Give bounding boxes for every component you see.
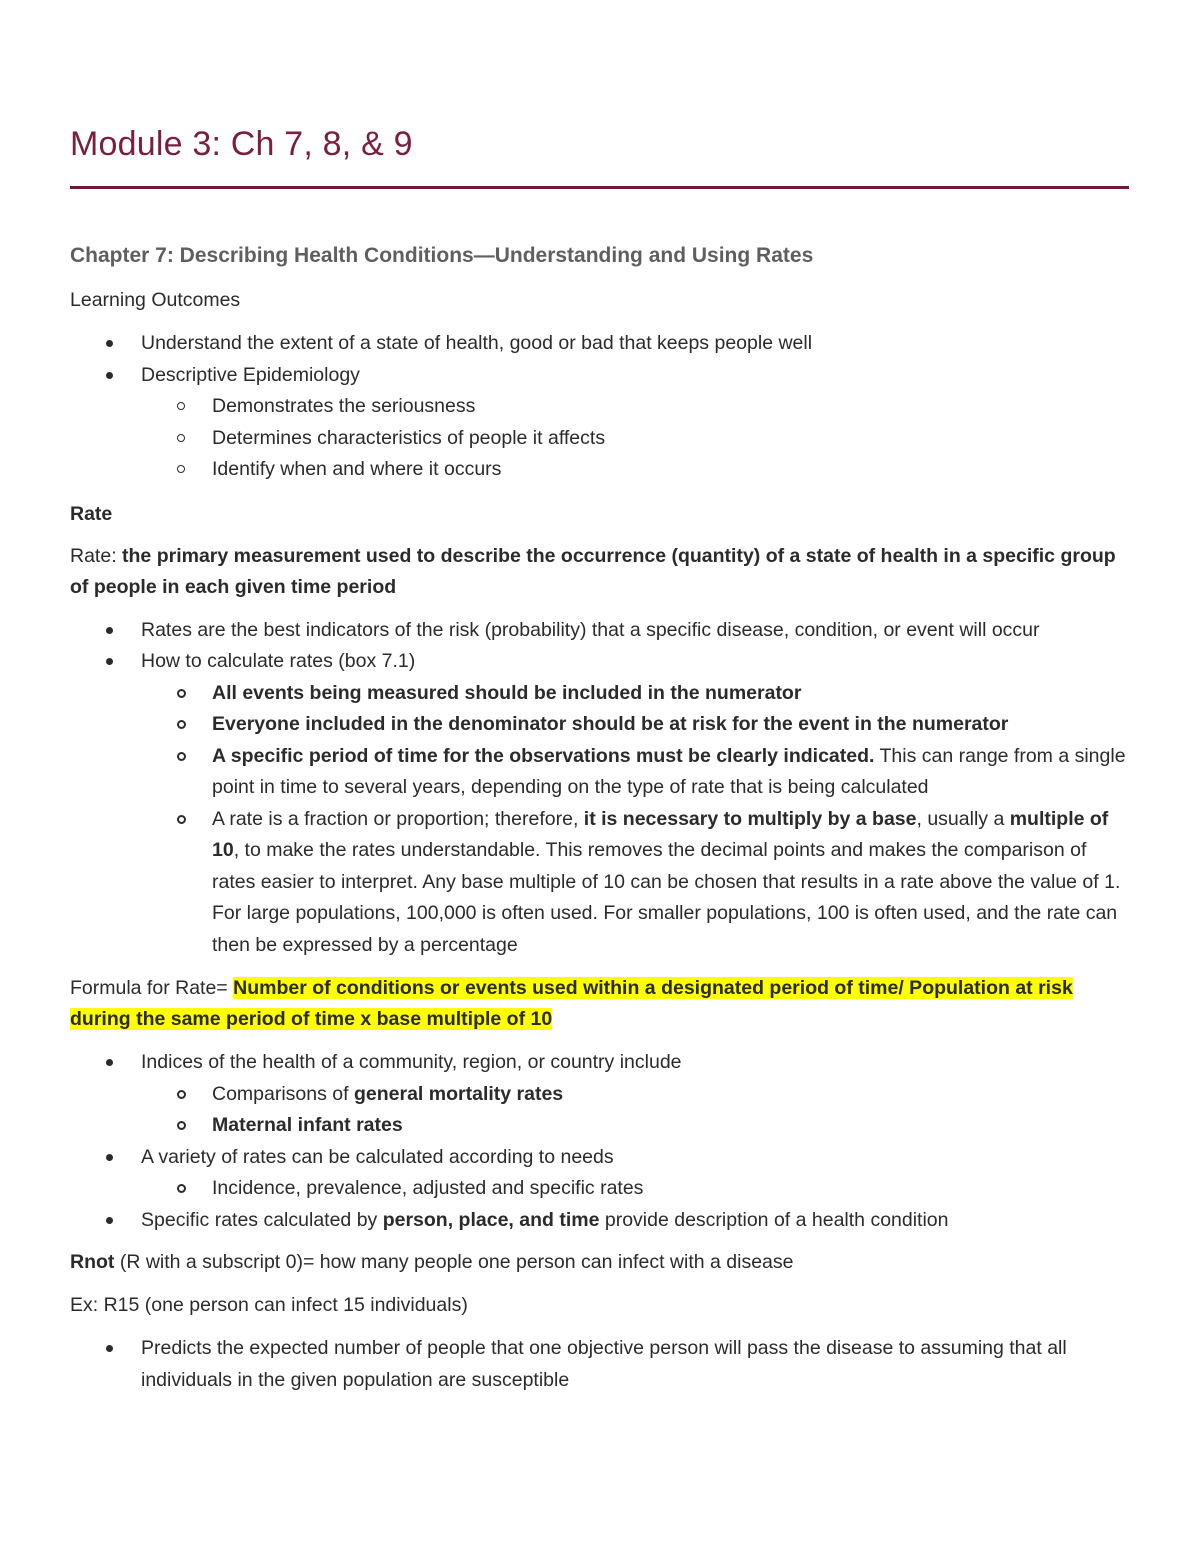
list-item: Predicts the expected number of people that one objective person will pass the disease to assuming that all individuals in the given population are susceptible (70, 1333, 1130, 1396)
list-item (70, 646, 1130, 961)
list-item: Understand the extent of a state of health, good or bad that keeps people well (70, 328, 1130, 360)
document-page (70, 118, 1130, 1396)
list-item (70, 1142, 1130, 1205)
sub-list-item: Everyone included in the denominator should be at risk for the event in the numerator (141, 709, 1130, 741)
plain-text: Specific rates calculated by (141, 1208, 383, 1231)
plain-text: , usually a (916, 807, 1010, 830)
rate-definition-text: the primary measurement used to describe the occurrence (quantity) of a state of health in a specific group of people in each given time period (70, 544, 1116, 598)
sub-list-item: Determines characteristics of people it affects (141, 423, 1130, 455)
sub-list-item: Incidence, prevalence, adjusted and specific rates (141, 1173, 1130, 1205)
rnot-definition (70, 1247, 1130, 1278)
list-item (70, 360, 1130, 486)
rate-term: Rate: (70, 544, 123, 567)
sub-list (141, 1173, 1130, 1205)
formula-paragraph (70, 973, 1130, 1035)
emphasis-text: person, place, and time (382, 1208, 600, 1231)
sub-list (141, 678, 1130, 962)
plain-text: provide description of a health condition (599, 1208, 949, 1231)
sub-list-item (141, 804, 1130, 962)
plain-text: This can range from a single point in time to several years, depending on the type of rate that is being calculated (212, 744, 1126, 798)
sub-list-item (141, 741, 1130, 804)
plain-text: A rate is a fraction or proportion; therefore, (212, 807, 584, 830)
sub-list-item (141, 1079, 1130, 1111)
sub-list-item: Identify when and where it occurs (141, 454, 1130, 486)
formula-highlight: Number of conditions or events used within a designated period of time/ Population at risk during the same period of time x base multiple of 10 (70, 977, 1073, 1030)
emphasis-text: general mortality rates (353, 1082, 564, 1105)
list-item: Rates are the best indicators of the risk (probability) that a specific disease, condition, or event will occur (70, 615, 1130, 647)
sub-list (141, 1079, 1130, 1142)
chapter-heading: Chapter 7: Describing Health Conditions—Understanding and Using Rates (70, 244, 814, 267)
list-item-text: Descriptive Epidemiology (141, 363, 360, 386)
rate-heading: Rate (70, 502, 113, 525)
sub-list (141, 391, 1130, 486)
rnot-list (70, 1333, 1130, 1396)
plain-text: Comparisons of (212, 1082, 354, 1105)
rnot-term: Rnot (70, 1251, 115, 1273)
document-title: Module 3: Ch 7, 8, & 9 (70, 125, 413, 163)
title-underline (70, 186, 1129, 189)
list-item (70, 1205, 1130, 1237)
plain-text: , to make the rates understandable. This removes the decimal points and makes the comparison of rates easier to interpret. Any base multiple of 10 can be chosen that results in a rate above the value of 1. For large populations, 100,000 is often used. For smaller populations, 100 is often used, and the rate can then be expressed by a percentage (212, 839, 1121, 956)
emphasis-text: A specific period of time for the observations must be clearly indicated. (212, 744, 875, 767)
list-item (70, 1047, 1130, 1142)
list-item-text: A variety of rates can be calculated according to needs (141, 1145, 614, 1168)
rate-list (70, 615, 1130, 962)
list-item-text: Indices of the health of a community, region, or country include (141, 1051, 682, 1073)
rnot-example: Ex: R15 (one person can infect 15 individuals) (70, 1294, 468, 1316)
sub-list-item: Maternal infant rates (141, 1110, 1130, 1142)
list-item-text: How to calculate rates (box 7.1) (141, 650, 416, 672)
learning-outcomes-label: Learning Outcomes (70, 289, 241, 311)
rate-definition (70, 541, 1130, 603)
indices-list (70, 1047, 1130, 1236)
formula-label: Formula for Rate= (70, 977, 234, 999)
rnot-definition-text: (R with a subscript 0)= how many people one person can infect with a disease (114, 1251, 794, 1273)
sub-list-item: All events being measured should be included in the numerator (141, 678, 1130, 710)
learning-outcomes-list (70, 328, 1130, 486)
sub-list-item: Demonstrates the seriousness (141, 391, 1130, 423)
emphasis-text: multiple of 10 (212, 807, 1109, 861)
emphasis-text: it is necessary to multiply by a base (583, 807, 917, 830)
